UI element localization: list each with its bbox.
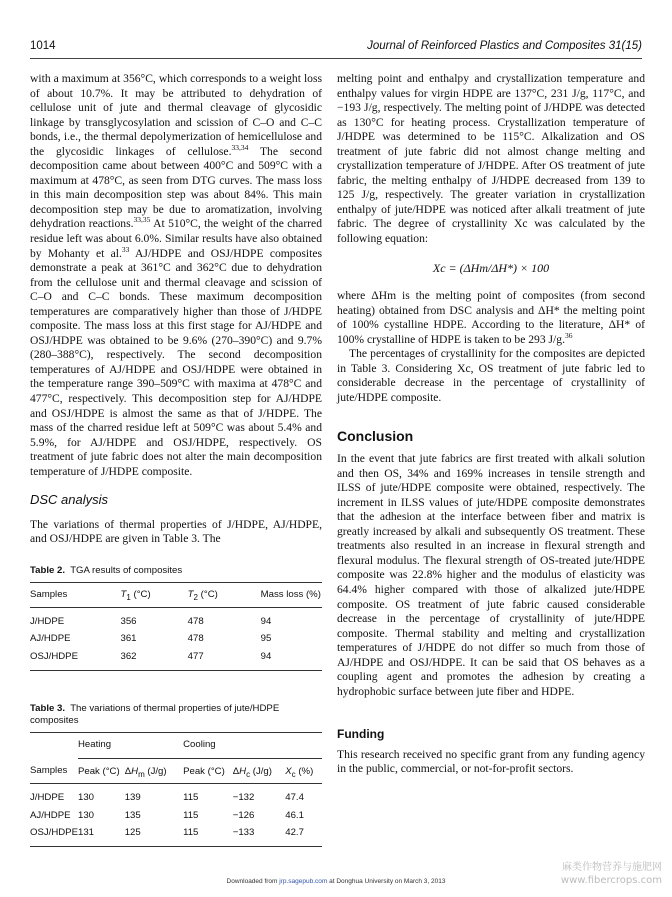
table-row: AJ/HDPE 361 478 95 — [30, 633, 272, 645]
col-xc: $X_c$ (%) — [285, 758, 322, 784]
equation-explanation: where ΔHm is the melting point of composites (from second heating) obtained from DSC analysis and ΔH* the melting point of 100% cystalline HDPE. According to the literature, ΔH* of 100% crystalline of HDPE is taken to be 293 J/g.$^{36}$ — [337, 289, 645, 346]
funding-heading: Funding — [337, 727, 385, 742]
funding-paragraph: This research received no specific grant from any funding agency in the public, commercial, or not-for-profit sectors. — [337, 747, 645, 776]
group-cooling: Cooling — [183, 733, 322, 759]
col-t1: $T_1$ (°C) — [121, 582, 188, 607]
download-footer: Downloaded from jrp.sagepub.com at Donghua University on March 3, 2013 — [226, 878, 446, 885]
table2-tga-results — [30, 582, 322, 671]
watermark: 麻类作物营养与施肥网 www.fibercrops.com — [560, 862, 662, 886]
dsc-analysis-heading: DSC analysis — [30, 492, 109, 508]
dsc-results-paragraph: melting point and enthalpy and crystallization temperature and enthalpy values for virgin HDPE are 137°C, 231 J/g, 117°C, and −193 J/g, respectively. The melting point of J/HDPE was detected as 130°C for heating process. Crystallization temperature of J/HDPE was determined to be 115°C. Alkalization and OS treatment of jute fabric did not almost change melting and crystallization temperature of J/HDPE. After OS treatment of jute fabric, the melting enthalpy of J/HDPE decreased from 139 to 125 J/g, respectively. The greater variation in crystallization enthalpy of jute/HDPE was noticed after alkali treatment of jute fabric. The degree of crystallinity Xc was calculated by the following equation: — [337, 72, 645, 246]
table-row: OSJ/HDPE 131 125 115 −133 42.7 — [30, 827, 304, 839]
col-samples: Samples — [30, 582, 121, 607]
dsc-paragraph: The variations of thermal properties of J/HDPE, AJ/HDPE, and OSJ/HDPE are given in Table 3. The — [30, 517, 322, 546]
left-column — [30, 72, 322, 847]
col-t2: $T_2$ (°C) — [188, 582, 261, 607]
footer-link[interactable]: jrp.sagepub.com — [279, 878, 328, 885]
table-row: AJ/HDPE 130 135 115 −126 46.1 — [30, 809, 304, 821]
col-mass-loss: Mass loss (%) — [261, 582, 322, 607]
table3-thermal-properties — [30, 732, 322, 847]
citation: 33,34 — [231, 142, 249, 152]
col-delta-hm: $\Delta H_m$ (J/g) — [125, 758, 183, 784]
crystallinity-equation: Xc = (ΔHm/ΔH*) × 100 — [432, 260, 550, 275]
page-number: 1014 — [30, 40, 56, 52]
group-heating: Heating — [78, 733, 183, 759]
table-row: J/HDPE 356 478 94 — [30, 615, 272, 627]
conclusion-heading: Conclusion — [337, 428, 414, 445]
conclusion-paragraph: In the event that jute fabrics are first treated with alkali solution and then OS, 34% and 169% increases in tensile strength and ILSS of jute/HDPE composite were obtained, respectively. The increment in ILSS values of jute/HDPE composite demonstrates that the adhesion at the interface between fiber and matrix is greatly increased by alkali and subsequently OS treatment. These treatments also resulted in an increase in flexural strength and flexural modulus. The flexural strength of OS-treated jute/HDPE composite was 22.8% higher and the modulus of elasticity was 64.4% higher compared with those of alkalized jute/HDPE composite. OS treatment of jute fabric caused considerable decrease in the percentage of crystallinity of jute/HDPE composite. Thermal stability and melting and crystallization temperatures of J/HDPE do not differ so much from those of AJ/HDPE and OSJ/HDPE. It can be said that OS behaves as a coupling agent and promotes the adhesion by creating a hydrophobic surface between jute fiber and HDPE. — [337, 452, 645, 698]
header-rule — [30, 58, 642, 59]
tga-paragraph: with a maximum at 356°C, which corresponds to a weight loss of about 10.7%. It may be attributed to dehydration of cellulose unit of jute and thermal cleavage of glycosidic linkage by transglycosylation and scission of C–O and C–C bonds, i.e., the thermal depolymerization of hemicellulose and the glycosidic linkages of cellulose.$^{33,34}$ The second decomposition came about between 400°C and 509°C with a maximum at 478°C, as seen from DTG curves. The mass loss in this main decomposition step was about 84%. This main decomposition step may be due to aromatization, involving dehydration reactions.$^{33,35}$ At 510°C, the weight of the charred residue left was about 6.0%. Similar results have also obtained by Mohanty et al.$^{33}$ AJ/HDPE and OSJ/HDPE composites demonstrate a peak at 361°C and 362°C due to dehydration from the cellulose unit and thermal cleavage and scission of C–O and C–C bonds. These maximum decomposition temperatures are comparatively higher than those of J/HDPE composite. The mass loss at this first stage for AJ/HDPE and OSJ/HDPE was obtained to be 9.6% (270–390°C) and 9.7% (280–388°C), respectively. The second decomposition temperatures of AJ/HDPE and OSJ/HDPE were obtained in the temperature range 390–509°C with maxima at 478°C and 477°C, respectively. This decomposition step for AJ/HDPE and OSJ/HDPE is almost the same as that of J/HDPE. The mass of the charred residue left at 509°C was about 5.4% and 5.9%, for AJ/HDPE and OSJ/HDPE, respectively. OS treatment of jute fabric does not alter the main decomposition temperature of J/HDPE composite. — [30, 72, 322, 478]
table-row: J/HDPE 130 139 115 −132 47.4 — [30, 792, 304, 804]
col-heating-peak: Peak (°C) — [78, 758, 125, 784]
col-samples: Samples — [30, 758, 78, 784]
table3-caption: Table 3. The variations of thermal properties of jute/HDPE composites — [30, 703, 280, 727]
citation: 33,35 — [133, 215, 151, 225]
citation: 33 — [121, 244, 130, 254]
running-header — [30, 40, 642, 58]
table-row: OSJ/HDPE 362 477 94 — [30, 650, 272, 662]
crystallinity-paragraph: The percentages of crystallinity for the composites are depicted in Table 3. Considering Xc, OS treatment of jute fabric led to considerable decrease in the percentage of crystallinity of jute/HDPE composite. — [337, 347, 645, 404]
citation: 36 — [564, 330, 573, 340]
col-delta-hc: $\Delta H_c$ (J/g) — [233, 758, 286, 784]
right-column — [337, 72, 645, 777]
col-cooling-peak: Peak (°C) — [183, 758, 233, 784]
table2-caption: Table 2. TGA results of composites — [30, 564, 183, 576]
journal-title: Journal of Reinforced Plastics and Composites 31(15) — [367, 40, 642, 52]
